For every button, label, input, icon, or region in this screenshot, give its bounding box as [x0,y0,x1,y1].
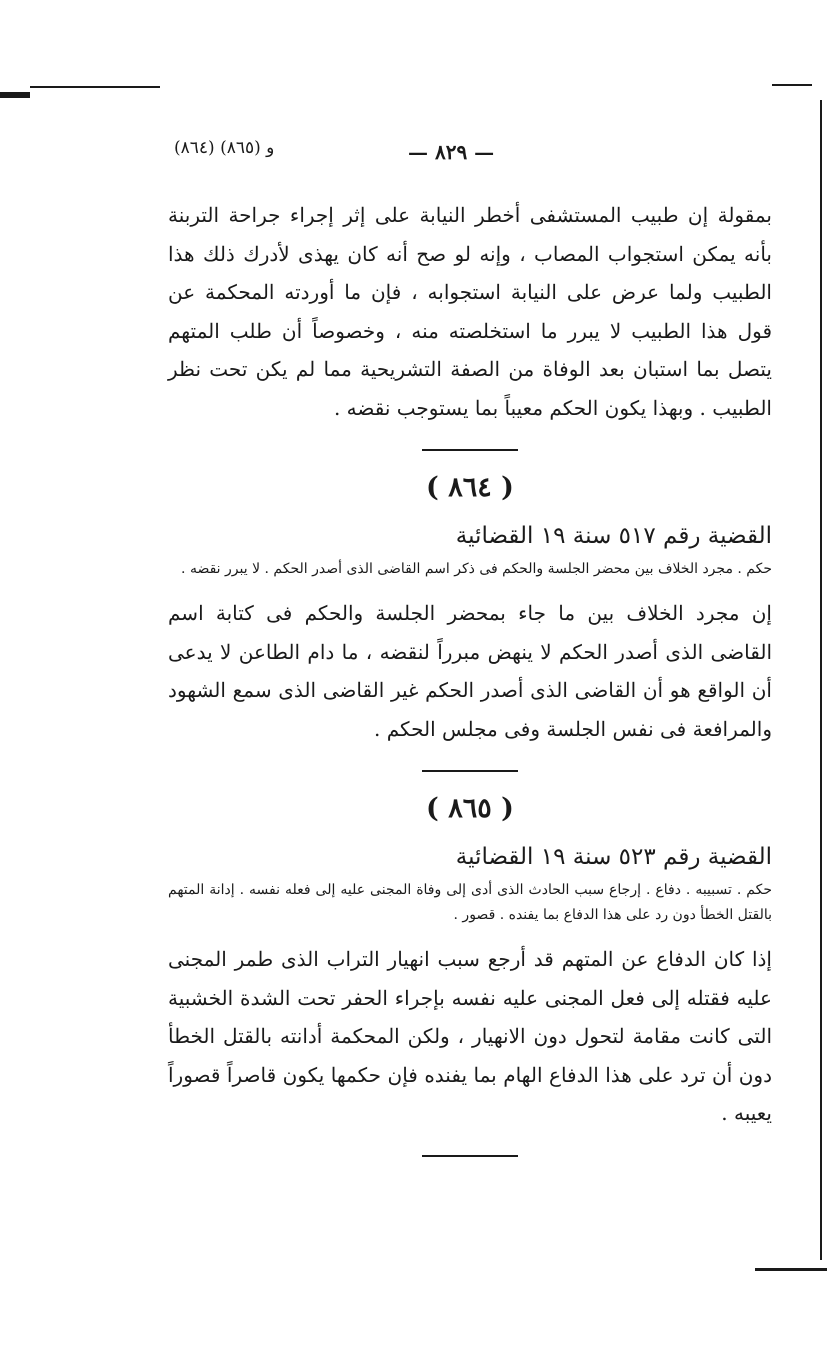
case-number: ( ٨٦٤ ) [426,472,514,503]
case-references: (٨٦٤) و (٨٦٥) [174,138,275,158]
case-number: ( ٨٦٥ ) [426,793,514,824]
section-divider [422,449,518,451]
scan-edge-line-right [820,100,822,1260]
case-title: القضية رقم ٥١٧ سنة ١٩ القضائية [455,523,772,549]
section-divider [422,770,518,772]
case-keywords: حكم . مجرد الخلاف بين محضر الجلسة والحكم فى ذكر اسم القاضى الذى أصدر الحكم . لا يبرر نقضه . [181,561,772,577]
case-title: القضية رقم ٥٢٣ سنة ١٩ القضائية [455,844,772,870]
scan-edge-line-top [30,86,160,88]
case-keywords: حكم . تسبيبه . دفاع . إرجاع سبب الحادث الذى أدى إلى وفاة المجنى عليه إلى فعله نفسه . إدانة المتهم بالقتل الخطأ دون رد على هذا الدفاع بما يفنده . قصور . [168,882,772,923]
scan-edge-line-bottom-right [755,1268,827,1271]
case-body: إذا كان الدفاع عن المتهم قد أرجع سبب انهيار التراب الذى طمر المجنى عليه فقتله إلى فعل المجنى عليه نفسه بإجراء الحفر تحت الشدة الخشبية التى كانت مقامة لتحول دون الانهيار ، ولكن المحكمة أدانته بالقتل الخطأ دون أن ترد على هذا الدفاع الهام بما يفنده فإن حكمها يكون قاصراً قصوراً يعيبه . [168,947,772,1125]
section-divider [422,1155,518,1157]
case-body: إن مجرد الخلاف بين ما جاء بمحضر الجلسة والحكم فى كتابة اسم القاضى الذى أصدر الحكم لا ينهض مبرراً لنقضه ، ما دام الطاعن لا يدعى أن الواقع هو أن القاضى الذى أصدر الحكم غير القاضى الذى سمع الشهود والمرافعة فى نفس الجلسة وفى مجلس الحكم . [168,601,772,741]
scan-edge-line-top-right [772,84,812,86]
intro-paragraph: بمقولة إن طبيب المستشفى أخطر النيابة على إثر إجراء جراحة التربنة بأنه يمكن استجواب المصاب ، وإنه لو صح أنه كان يهذى لأدرك ذلك هذا الطبيب ولما عرض على النيابة استجوابه ، فإن ما أوردته المحكمة عن قول هذا الطبيب لا يبرر ما استخلصته منه ، وخصوصاً أن طلب المتهم يتصل بما استبان بعد الوفاة من الصفة التشريحية مما لم يكن تحت نظر الطبيب . وبهذا يكون الحكم معيباً بما يستوجب نقضه . [168,203,772,420]
page-header [168,130,772,170]
page-number: — ٨٢٩ — [408,140,495,164]
document-page [168,130,772,1157]
scan-edge-line-top-left [0,92,30,98]
